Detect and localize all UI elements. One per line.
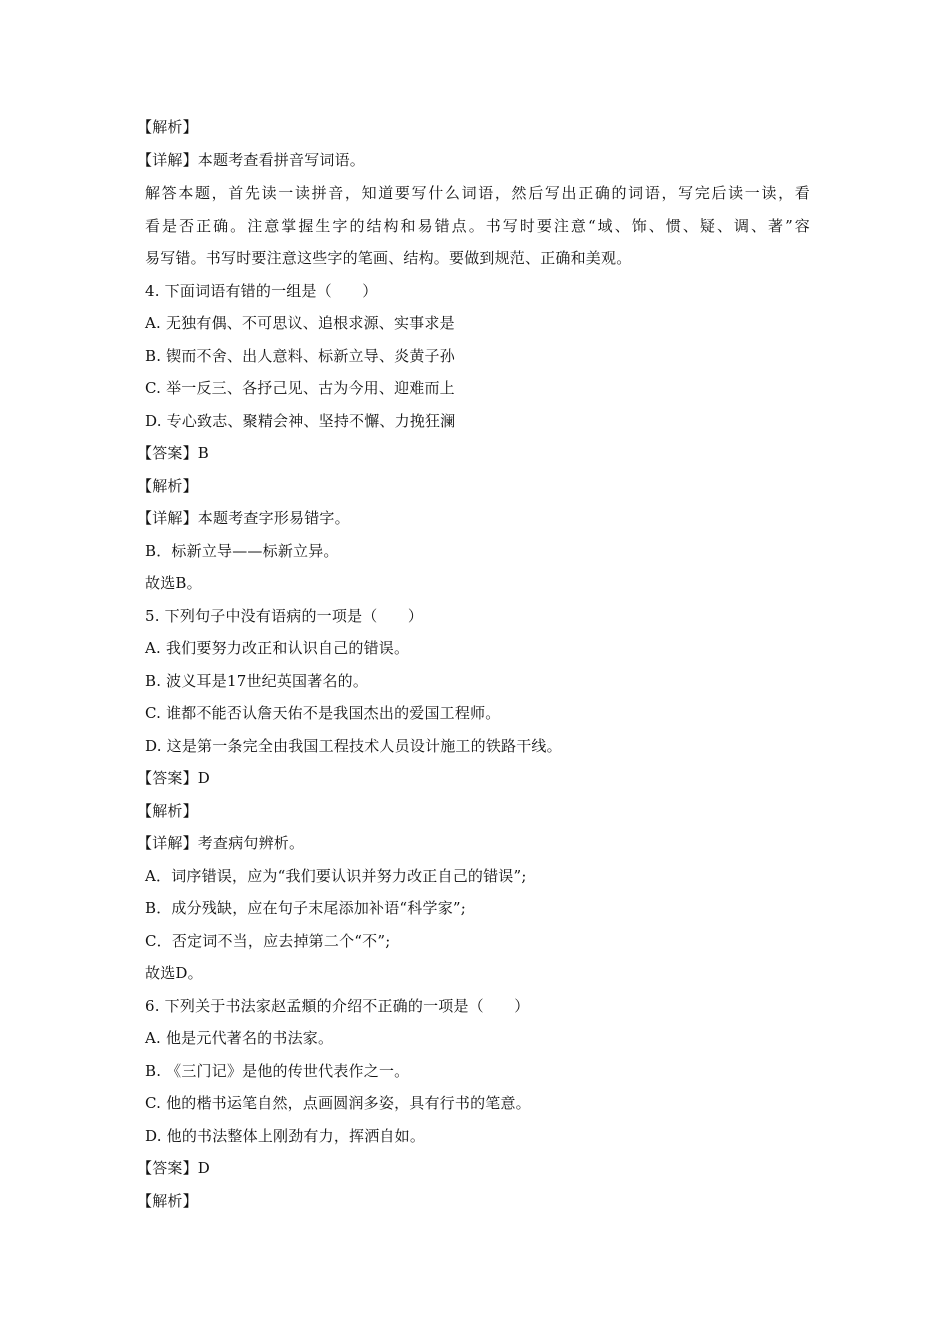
conclusion-line: 故选D。 <box>145 964 203 982</box>
section-heading-analysis: 【解析】 <box>137 477 198 495</box>
detail-heading: 【详解】本题考查字形易错字。 <box>137 509 350 527</box>
option-a: A. 他是元代著名的书法家。 <box>145 1029 334 1047</box>
paragraph-line: 解答本题，首先读一读拼音，知道要写什么词语，然后写出正确的词语，写完后读一读，看 <box>145 184 810 202</box>
section-heading-analysis: 【解析】 <box>137 1192 198 1210</box>
option-c: C. 他的楷书运笔自然，点画圆润多姿，具有行书的笔意。 <box>145 1094 531 1112</box>
explanation-line: B．标新立导——标新立异。 <box>145 542 339 560</box>
explanation-line: A．词序错误，应为“我们要认识并努力改正自己的错误”; <box>145 867 527 885</box>
answer-line: 【答案】D <box>137 769 211 787</box>
option-d: D. 专心致志、聚精会神、坚持不懈、力挽狂澜 <box>145 412 456 430</box>
detail-heading: 【详解】考查病句辨析。 <box>137 834 305 852</box>
answer-line: 【答案】D <box>137 1159 211 1177</box>
question-4: 4. 下面词语有错的一组是（ ） <box>145 282 378 300</box>
question-5: 5. 下列句子中没有语病的一项是（ ） <box>145 607 424 625</box>
option-d: D. 他的书法整体上刚劲有力，挥洒自如。 <box>145 1127 426 1145</box>
option-b: B. 《三门记》是他的传世代表作之一。 <box>145 1062 410 1080</box>
answer-line: 【答案】B <box>137 444 210 462</box>
option-c: C. 举一反三、各抒己见、古为今用、迎难而上 <box>145 379 455 397</box>
question-6: 6. 下列关于书法家赵孟頫的介绍不正确的一项是（ ） <box>145 997 530 1015</box>
explanation-line: B．成分残缺，应在句子末尾添加补语“科学家”; <box>145 899 467 917</box>
explanation-line: C．否定词不当，应去掉第二个“不”; <box>145 932 391 950</box>
option-a: A. 我们要努力改正和认识自己的错误。 <box>145 639 410 657</box>
conclusion-line: 故选B。 <box>145 574 202 592</box>
option-d: D. 这是第一条完全由我国工程技术人员设计施工的铁路干线。 <box>145 737 562 755</box>
option-b: B. 波义耳是17世纪英国著名的。 <box>145 672 369 690</box>
option-a: A. 无独有偶、不可思议、追根求源、实事求是 <box>145 314 455 332</box>
option-c: C. 谁都不能否认詹天佑不是我国杰出的爱国工程师。 <box>145 704 501 722</box>
detail-heading: 【详解】本题考查看拼音写词语。 <box>137 151 366 169</box>
section-heading-analysis: 【解析】 <box>137 802 198 820</box>
section-heading-analysis: 【解析】 <box>137 118 198 136</box>
paragraph-line: 易写错。书写时要注意这些字的笔画、结构。要做到规范、正确和美观。 <box>145 249 632 267</box>
option-b: B. 锲而不舍、出人意料、标新立导、炎黄子孙 <box>145 347 455 365</box>
paragraph-line: 看是否正确。注意掌握生字的结构和易错点。书写时要注意“域、饰、惯、疑、调、著”容 <box>145 217 810 235</box>
